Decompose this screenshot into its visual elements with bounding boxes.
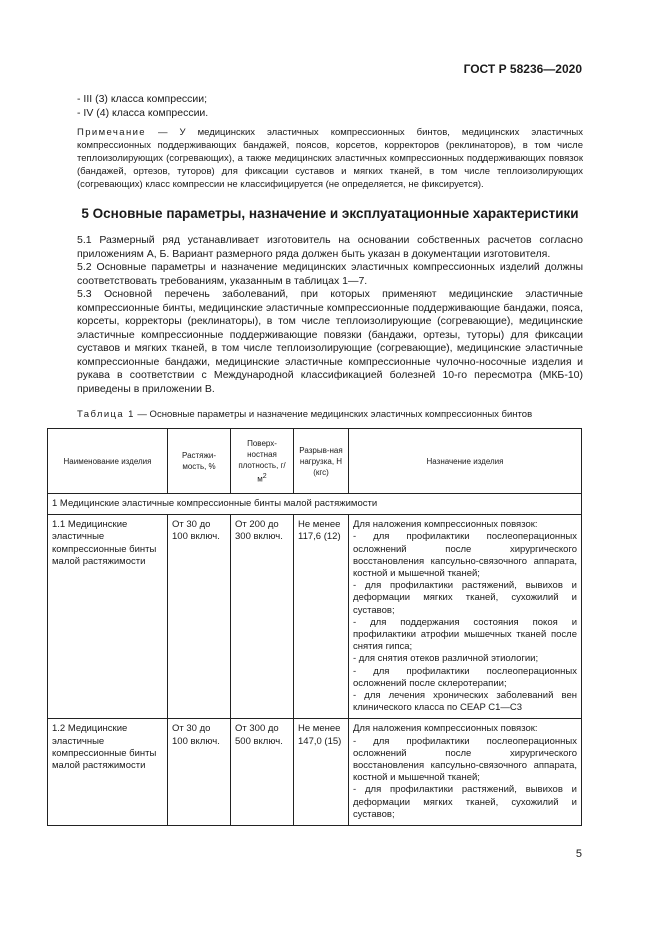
- section-title: 5 Основные параметры, назначение и эксплуатационные характеристики: [81, 206, 579, 221]
- list-item: - III (3) класса компрессии;: [77, 93, 208, 105]
- cell-stretch: От 30 до 100 включ.: [168, 515, 231, 719]
- purpose-item: Для наложения компрессионных повязок:: [353, 723, 538, 735]
- cell-name: 1.1 Медицинские эластичные компрессионные бинты малой растяжимости: [48, 515, 168, 719]
- table-caption-label: Таблица 1: [77, 409, 135, 420]
- purpose-item: - для снятия отеков различной этиологии;: [353, 653, 539, 665]
- purpose-item: - для профилактики послеоперационных осложнений после склеротерапии;: [353, 665, 577, 689]
- table-caption: [77, 409, 532, 420]
- purpose-item: Для наложения компрессионных повязок:: [353, 519, 538, 531]
- purpose-item: - для поддержания состояния покоя и профилактики атрофии мышечных тканей после снятия гипса;: [353, 616, 577, 653]
- cell-density: От 200 до 300 включ.: [231, 515, 294, 719]
- compression-class-list: [77, 92, 208, 120]
- cell-purpose: [349, 719, 582, 826]
- purpose-item: - для профилактики растяжений, вывихов и деформации мягких тканей, сухожилий и суставов;: [353, 580, 577, 616]
- cell-load: Не менее 117,6 (12): [294, 515, 349, 719]
- header-load: Разрыв-ная нагрузка, Н (кгс): [294, 429, 349, 494]
- purpose-item: - для лечения хронических заболеваний вен клинического класса по CEAP C1—C3: [353, 690, 577, 714]
- table-row: [48, 719, 582, 826]
- cell-stretch: От 30 до 100 включ.: [168, 719, 231, 826]
- note-paragraph: [77, 126, 583, 191]
- parameters-table: [47, 428, 582, 826]
- header-name: Наименование изделия: [48, 429, 168, 494]
- list-item: - IV (4) класса компрессии.: [77, 107, 209, 119]
- note-text: — У медицинских эластичных компрессионных бинтов, медицинских эластичных компрессионных поддерживающих бандажей, поясов, корсетов, корректоров (реклинаторов), в том числе теплоизолирующих (согревающих), а также медицинских эластичных компрессионных поддерживающих повязок (бандажей, ортезов, туторов) для фиксации суставов и мягких тканей, в том числе теплоизолирующих (согревающих) класс компрессии не классифицируется (не определяется, не фиксируется).: [77, 127, 583, 190]
- cell-density: От 300 до 500 включ.: [231, 719, 294, 826]
- paragraph-5-2: 5.2 Основные параметры и назначение медицинских эластичных компрессионных изделий должны соответствовать требованиям, указанным в таблицах 1—7.: [77, 261, 583, 287]
- group-title: 1 Медицинские эластичные компрессионные бинты малой растяжимости: [48, 494, 582, 515]
- table-header-row: [48, 429, 582, 494]
- paragraph-5-1: 5.1 Размерный ряд устанавливает изготовитель на основании собственных расчетов согласно приложениям А, Б. Вариант размерного ряда должен быть указан в документации изготовителя.: [77, 234, 583, 260]
- table-group-row: [48, 494, 582, 515]
- purpose-item: - для профилактики послеоперационных осложнений после хирургического восстановления капсульно-связочного аппарата, костной и мышечной тканей;: [353, 735, 577, 784]
- header-density: Поверх-ностная плотность, $г/м^2$: [231, 429, 294, 494]
- header-purpose: Назначение изделия: [349, 429, 582, 494]
- cell-purpose: [349, 515, 582, 719]
- cell-load: Не менее 147,0 (15): [294, 719, 349, 826]
- table-caption-text: — Основные параметры и назначение медицинских эластичных компрессионных бинтов: [134, 409, 533, 420]
- paragraph-5-3: 5.3 Основной перечень заболеваний, при которых применяют медицинские эластичные компрессионные бинты, медицинские эластичные компрессионные поддерживающие бандажи, пояса, корсеты, корректоры (реклинаторы), в том числе теплоизолирующие (согревающие), медицинские эластичные компрессионные поддерживающие повязки (бандажи, ортезы, туторы) для фиксации суставов и мягких тканей, в том числе теплоизолирующие (согревающие), медицинские эластичные компрессионные бандажи, медицинские эластичные компрессионные чулочно-носочные изделия и рукава в соответствии с Международной классификацией болезней 10-го пересмотра (МКБ-10) приведены в приложении В.: [77, 288, 583, 395]
- purpose-item: - для профилактики послеоперационных осложнений после хирургического восстановления капсульно-связочного аппарата, костной и мышечной тканей;: [353, 531, 577, 580]
- header-stretch: Растяжи-мость, %: [168, 429, 231, 494]
- purpose-item: - для профилактики растяжений, вывихов и деформации мягких тканей, сухожилий и суставов;: [353, 784, 577, 820]
- table-row: [48, 515, 582, 719]
- page-number: 5: [575, 848, 582, 860]
- section-body: [77, 234, 583, 396]
- note-label: Примечание: [77, 127, 146, 138]
- cell-name: 1.2 Медицинские эластичные компрессионные бинты малой растяжимости: [48, 719, 168, 826]
- document-code: ГОСТ Р 58236—2020: [463, 62, 582, 76]
